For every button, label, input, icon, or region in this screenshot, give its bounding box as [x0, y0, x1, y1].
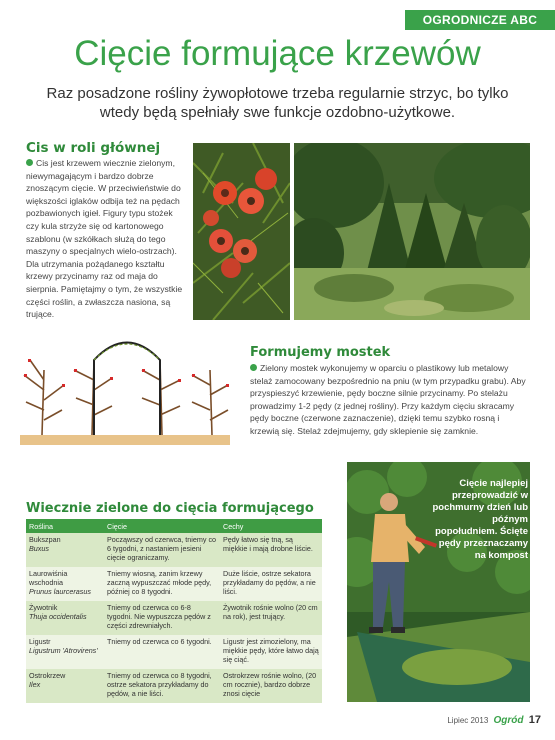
features-cell: Pędy łatwo się tną, są miękkie i mają drobne liście. — [220, 533, 322, 567]
table-header-row — [26, 519, 322, 533]
table-row — [26, 635, 322, 669]
photo-caption: Cięcie najlepiej przeprowadzić w pochmurny dzień lub późnym popołudniem. Ścięte pędy przeznaczamy na kompost — [432, 478, 528, 561]
plant-name-cell — [26, 567, 104, 601]
column-header: Cięcie — [104, 519, 220, 533]
column-header: Cechy — [220, 519, 322, 533]
table-row — [26, 533, 322, 567]
cutting-cell: Tniemy od czerwca co 8 tygodni, ostrze sekatora przykładamy do pędów, a nie liści. — [104, 669, 220, 703]
plant-name: Ostrokrzew — [29, 671, 66, 680]
plant-name: Laurowiśnia wschodnia — [29, 569, 68, 587]
lead-paragraph: Raz posadzone rośliny żywopłotowe trzeba regularnie strzyc, bo tylko wtedy będą spełniały swe funkcje ozdobno-użytkowe. — [46, 85, 509, 121]
cutting-cell: Tniemy od czerwca co 6-8 tygodni. Nie wypuszcza pędów z części zdrewniałych. — [104, 601, 220, 635]
plant-name: Bukszpan — [29, 535, 61, 544]
cis-text — [26, 157, 186, 321]
plant-latin-name: Ligustrum 'Atrovirens' — [29, 646, 98, 655]
mostek-text-body: Zielony mostek wykonujemy w oparciu o plastikowy lub metalowy stelaż zamocowany bezpośrednio na pniu (w tym przypadku grabu). Aby przyspieszyć krzewienie, pędy boczne silnie przycinamy. Po stelażu prowadzimy 1-2 pędy (z jednej rośliny). Przy każdym cięciu skracamy pędy boczne (czerwone zaznaczenie), dzięki temu szybko rosną i krzewią się. Stelaż zdejmujemy, gdy sklepienie się zamknie. — [250, 363, 526, 436]
section-tag: OGRODNICZE ABC — [405, 10, 555, 30]
topiary-garden-photo — [294, 143, 530, 320]
plant-name-cell — [26, 533, 104, 567]
bullet-icon — [250, 364, 257, 371]
plants-table — [26, 519, 322, 703]
cis-text-body: Cis jest krzewem wiecznie zielonym, niewymagającym i bardzo dobrze znoszącym cięcie. W przeciwieństwie do większości iglaków odbija też na pędach pozbawionych igieł. Figury typu stożek czy kula strzyże się od kartonowego szablonu (w szkółkach służą do tego maszyny o specjalnych wielo-ostrzach). Dla utrzymania pożądanego kształtu krzewy przycinamy raz od maja do sierpnia. Pamiętajmy o tym, że wszystkie części roślin, a zwłaszcza nasiona, są trujące. — [26, 158, 183, 320]
cutting-cell: Tniemy od czerwca co 6 tygodni. — [104, 635, 220, 669]
magazine-logo: Ogród — [493, 715, 524, 726]
plant-name-cell — [26, 601, 104, 635]
plant-name: Ligustr — [29, 637, 51, 646]
plant-name: Żywotnik — [29, 603, 58, 612]
cutting-cell: Począwszy od czerwca, tniemy co 6 tygodni, z nastaniem jesieni cięcie ograniczamy. — [104, 533, 220, 567]
plant-name-cell — [26, 669, 104, 703]
features-cell: Duże liście, ostrze sekatora przykładamy do pędów, a nie liści. — [220, 567, 322, 601]
features-cell: Ligustr jest zimozielony, ma miękkie pędy, które łatwo dają się ciąć. — [220, 635, 322, 669]
plant-latin-name: Ilex — [29, 680, 41, 689]
bullet-icon — [26, 159, 33, 166]
page-footer — [447, 714, 541, 726]
column-header: Roślina — [26, 519, 104, 533]
cis-heading: Cis w roli głównej — [26, 140, 161, 156]
yew-berries-photo — [193, 143, 290, 320]
table-heading: Wiecznie zielone do cięcia formującego — [26, 501, 314, 516]
features-cell: Ostrokrzew rośnie wolno, (20 cm rocznie), bardzo dobrze znosi cięcie — [220, 669, 322, 703]
mostek-heading: Formujemy mostek — [250, 345, 391, 360]
plant-name-cell — [26, 635, 104, 669]
features-cell: Żywotnik rośnie wolno (20 cm na rok), jest trujący. — [220, 601, 322, 635]
footer-date: Lipiec 2013 — [447, 716, 489, 725]
cutting-cell: Tniemy wiosną, zanim krzewy zaczną wypuszczać młode pędy, później co 8 tygodni. — [104, 567, 220, 601]
table-row — [26, 601, 322, 635]
green-arch-diagram — [12, 330, 244, 450]
page-title: Cięcie formujące krzewów — [74, 34, 481, 73]
plant-latin-name: Prunus laurcerasus — [29, 587, 91, 596]
table-row — [26, 669, 322, 703]
mostek-text — [250, 362, 528, 438]
table-row — [26, 567, 322, 601]
plant-latin-name: Buxus — [29, 544, 49, 553]
plant-latin-name: Thuja occidentalis — [29, 612, 87, 621]
page-number: 17 — [528, 714, 541, 726]
